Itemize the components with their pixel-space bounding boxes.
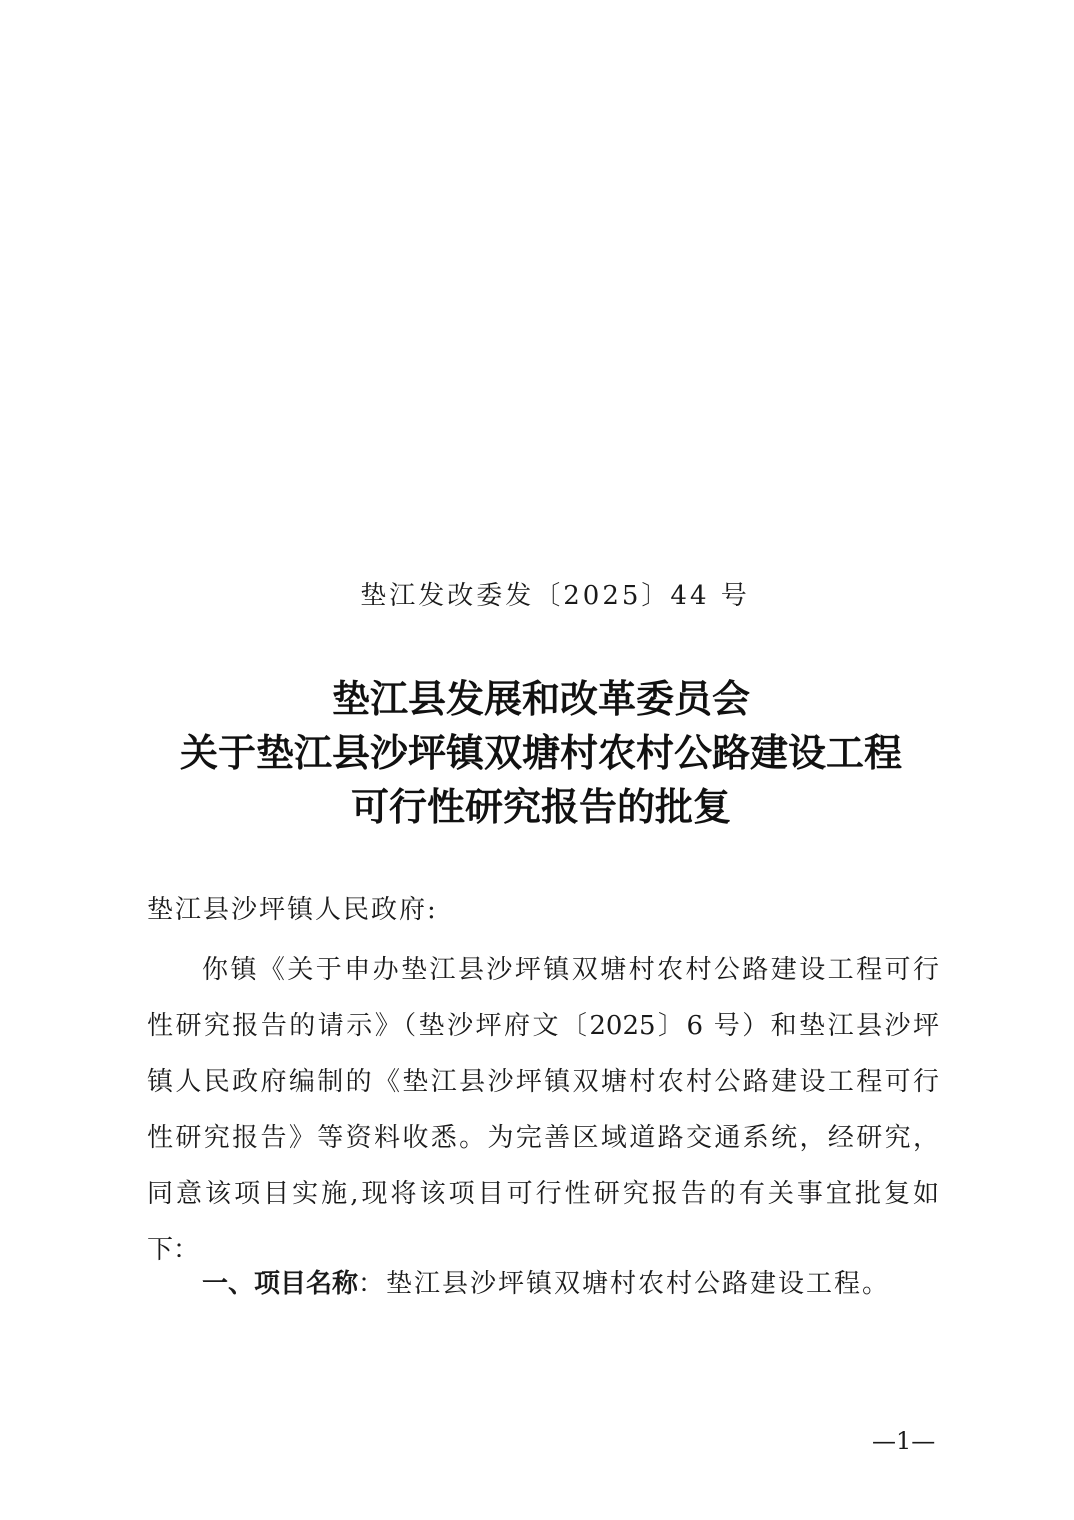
body-paragraph [147,942,939,1278]
addressee: 垫江县沙坪镇人民政府: [147,895,438,925]
page-number: —1— [872,1427,936,1455]
document-title [0,672,1074,834]
section-label: 一、项目名称 [202,1269,359,1299]
body-line: 你镇《关于申办垫江县沙坪镇双塘村农村公路建设工程可行 [202,955,939,985]
section-text: 垫江县沙坪镇双塘村农村公路建设工程。 [386,1269,891,1299]
title-line-2: 关于垫江县沙坪镇双塘村农村公路建设工程 [179,731,902,775]
title-line-3: 可行性研究报告的批复 [350,785,731,829]
document-number: 垫江发改委发〔2025〕44 号 [360,581,750,611]
body-line: 性研究报告的请示》（垫沙坪府文〔2025〕6 号）和垫江县沙坪 [147,1011,939,1041]
section-project-name [202,1262,890,1306]
section-separator: ： [358,1269,387,1299]
body-line: 同意该项目实施,现将该项目可行性研究报告的有关事宜批复如 [147,1179,939,1209]
body-line: 下： [147,1235,200,1265]
title-line-1: 垫江县发展和改革委员会 [331,677,750,721]
body-line: 性研究报告》等资料收悉。为完善区域道路交通系统，经研究， [147,1123,939,1153]
body-line: 镇人民政府编制的《垫江县沙坪镇双塘村农村公路建设工程可行 [147,1067,939,1097]
